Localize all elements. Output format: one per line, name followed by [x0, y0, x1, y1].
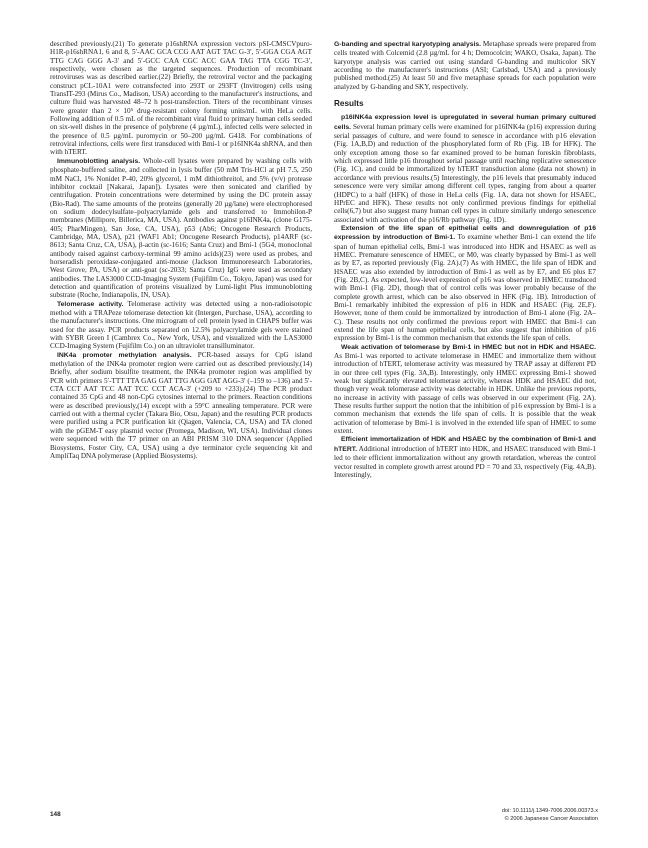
result-immortalization-paragraph	[334, 435, 596, 479]
doi-text: doi: 10.1111/j.1349-7006.2006.00373.x	[501, 808, 598, 814]
right-column	[334, 40, 596, 479]
results-heading: Results	[334, 99, 364, 109]
ink4a-paragraph	[50, 351, 312, 460]
result-bmi1-heading: Extension of the life span of epithelial cells and downregulation of p16 expression by introduction of Bmi-1.	[334, 224, 596, 242]
result-p16-heading: p16INK4a expression level is upregulated in several human primary cultured cells.	[334, 114, 596, 131]
result-immortalization-heading: Efficient immortalization of HDK and HSAEC by the combination of Bmi-1 and hTERT.	[334, 436, 596, 453]
gbanding-text: Metaphase spreads were prepared from cells treated with Colcemid (2.8 µg/mL for 4 h; Democolcin; WAKO, Osaka, Japan). The karyotype analysis was carried out using standard G-banding and multicolor SKY according to the manufacturer's instructions (ASI; Carlsbad, USA) and a previously published method.(25) At least 50 and five metaphase spreads for each population were analyzed by G-banding and SKY, respectively.	[334, 40, 596, 91]
immunoblot-paragraph	[50, 157, 312, 300]
gbanding-paragraph	[334, 40, 596, 91]
telomerase-text: Telomerase activity was detected using a non-radioisotopic method with a TRAPeze telomerase detection kit (Intergen, Purchase, USA), according to the manufacturer's instructions. One microgram of cell protein lysed in CHAPS buffer was used for the assay. PCR products separated on 12.5% polyacrylamide gels were stained with SYBR Green I (Cambrex Co., New York, USA), and visualized with the LAS3000 CCD-Imaging System (Fujifilm Co.) on an ultraviolet transilluminator.	[50, 299, 312, 351]
intro-paragraph: described previously.(21) To generate p16shRNA expression vectors pSI-CMSCVpuro-H1R-p16shRNA1, 6 and 8, 5′-AAC GCA CCG AAT AGT TAC G-3′, 5′-GGA CGA AGT TTG CAG GGG A-3′ and 5′-GCC CAA CGC ACC GAA TAG TTA CGG TC-3′, respectively, were chosen as the targeted sequences. Production of recombinant retroviruses was as described earlier.(22) Briefly, the retroviral vector and the packaging construct pCL-10A1 were cotransfected into 293T or 293FT (Invitrogen) cells using TransIT-293 (Mirus Co., Madison, USA) according to the manufacturer's instructions, and culture fluid was harvested 48–72 h post-transfection. Titers of the recombinant viruses were greater than 2 × 10⁵ drug-resistant colony forming units/mL with HeLa cells. Following addition of 0.5 mL of the recombinant viral fluid to primary human cells seeded on six-well dishes in the presence of polybrene (4 µg/mL), infected cells were selected in the presence of 0.5 µg/mL puromycin or 50–200 µg/mL G418. For combinations of retroviral infections, cells were first transduced with Bmi-1 or p16INK4a shRNA, and then with hTERT.	[50, 40, 312, 157]
immunoblot-heading: Immunoblotting analysis.	[57, 157, 141, 165]
result-telomerase-heading: Weak activation of telomerase by Bmi-1 in HMEC but not in HDK and HSAEC.	[341, 343, 596, 351]
ink4a-text: PCR-based assays for CpG island methylation of the INK4a promoter region were carried out as described previously.(14) Briefly, after sodium bisulfite treatment, the INK4a promoter region was amplified by PCR with primers 5′-TTT TTA GAG GAT TTG AGG GAT AGG-3′ (–159 to –136) and 5′-CTA CCT AAT TCC AAT TCC CCT ACA-3′ (+209 to +233).(24) The PCR product contained 35 CpG and 48 non-CpG cytosines internal to the primers. Reaction conditions were as described previously,(14) except with a 59°C annealing temperature. PCR were carried out with a thermal cycler (Takara Bio, Otsu, Japan) and the resulting PCR products were purified using a PCR purification kit (Qiagen, Valencia, CA, USA) and TA cloned with the pGEM-T easy plasmid vector (Promega, Madison, WI, USA). Individual clones were sequenced with the T7 primer on an ABI PRISM 310 DNA sequencer (Applied Biosystems, Foster City, CA, USA) using a dye terminator cycle sequencing kit and AmpliTaq DNA polymerase (Applied Biosystems).	[50, 350, 313, 460]
result-telomerase-paragraph	[334, 343, 596, 436]
copyright-text: © 2006 Japanese Cancer Association	[504, 815, 598, 822]
result-p16-paragraph	[334, 113, 596, 223]
telomerase-paragraph	[50, 300, 312, 351]
gbanding-heading: G-banding and spectral karyotyping analysis.	[334, 41, 482, 48]
result-bmi1-paragraph	[334, 224, 596, 343]
result-telomerase-text: As Bmi-1 was reported to activate telomerase in HMEC and immortalize them without introduction of hTERT, telomerase activity was measured by TRAP assay at different PD in our three cell types (Fig. 3A,B). Interestingly, only HMEC expressing Bmi-1 showed weak but significantly elevated telomerase activity, whereas HDK and HSAEC did not, though very weak telomerase activity was detectable in HDK. Unlike the previous reports, no increase in activity with passage of cells was observed in our experiment (Fig. 2A). These results further support the notion that the inhibition of p16 expression by Bmi-1 is a common mechanism that extends the life span of cells. It is possible that the weak activation of telomerase by Bmi-1 is involved in the extended life span of HMEC to some extent.	[334, 352, 596, 436]
result-p16-text: Several human primary cells were examined for p16INK4a (p16) expression during serial passages of culture, and were found to senesce in accordance with p16 elevation (Fig. 1A,B,D) and reduction of the phosphorylated form of Rb (Fig. 1B for HFK). The only exception among those so far examined proved to be human foreskin fibroblasts, which expressed little p16 throughout serial passage until reaching replicative senescence (Fig. 1C), and could be immortalized by hTERT transduction alone (data not shown) in accordance with previous results.(5) Interestingly, the p16 levels that presumably induced senescence were very similar among different cell types, ranging from about a quarter (HDPC) to a half (HFK) of those in HeLa cells (Fig. 1A, data not shown for HSAEC, HPrEC and HFK). These results not only confirmed previous findings for epithelial cells(6,7) but also suggest many human cell types in culture similarly undergo senescence associated with activation of the p16/Rb pathway (Fig. 1D).	[334, 122, 596, 224]
result-immortalization-text: Additional introduction of hTERT into HDK, and HSAEC transduced with Bmi-1 led to their efficient immortalization without any growth retardation, whereas the control vector resulted in complete growth arrest around PD = 70 and 33, respectively (Fig. 4A,B). Interestingly,	[334, 444, 596, 479]
result-bmi1-text: To examine whether Bmi-1 can extend the life span of human epithelial cells, Bmi-1 was introduced into HDK and HSAEC as well as HMEC. Premature senescence of HMEC, or M0, was clearly bypassed by Bmi-1 as well as by E7, as reported previously (Fig. 2A).(7) As with HMEC, the life span of HDK and HSAEC was also extended by introduction of Bmi-1 as well as by E7, and E6 plus E7 (Fig. 2B,C). As expected, low-level expression of p16 was observed in HMEC transduced with Bmi-1 (Fig. 2D), though that of control cells was lower probably because of the complete growth arrest, which can be also observed in HFK (Fig. 1B). Introduction of Bmi-1 remarkably inhibited the expression of p16 in HDK and HSAEC (Fig. 2E,F). However, none of them could be immortalized by introduction of Bmi-1 alone (Fig. 2A–C). These results not only confirmed the previous report with HMEC that Bmi-1 can extend the life span of human epithelial cells, but also suggest that inhibition of p16 expression by Bmi-1 is the common mechanism that extends the life span of cells.	[334, 233, 596, 343]
footer-citation	[502, 808, 598, 823]
left-column	[50, 40, 312, 460]
immunoblot-text: Whole-cell lysates were prepared by washing cells with phosphate-buffered saline, and collected in lysis buffer (50 mM Tris-HCl at pH 7.5, 250 mM NaCl, 1% Nonidet P-40, 20% glycerol, 1 mM dithiothreitol, and 5% (v/v) protease inhibitor cocktail [Nakarai, Japan]). Lysates were then sonicated and clarified by centrifugation. Protein concentrations were determined by using the DC protein assay (Bio-Rad). The same amounts of the proteins (generally 20 µg/lane) were electrophoresed on sodium dodecylsulfate–polyacrylamide gels and transferred to Immobilon-P membranes (Millipore, Billerica, MA, USA). Antibodies against p16INK4a, (clone G175-405; PharMingen), San Jose, CA, USA), p53 (Ab6; Oncogene Research Products, Cambridge, MA, USA), p21 (WAF1 Ab1; Oncogene Research Products), p14ARF (sc-8613; Santa Cruz, CA, USA), β-actin (sc-1616; Santa Cruz) and Bmi-1 (5G4, monoclonal antibody raised against carboxy-terminal 99 amino acids)(23) were used as probes, and horseradish peroxidase-conjugated anti-mouse (Jackson Immunoresearch Laboratories, West Grove, PA, USA) or anti-goat (sc-2033; Santa Cruz) IgG were used as secondary antibodies. The LAS3000 CCD-Imaging System (Fujifilm Co., Tokyo, Japan) was used for detection and quantification of proteins visualized by Lumi-light Plus immunoblotting substrate (Roche, Indianapolis, IN, USA).	[50, 156, 312, 300]
ink4a-heading: INK4a promoter methylation analysis.	[57, 351, 192, 359]
telomerase-heading: Telomerase activity.	[57, 300, 124, 308]
page-number: 148	[50, 811, 61, 818]
